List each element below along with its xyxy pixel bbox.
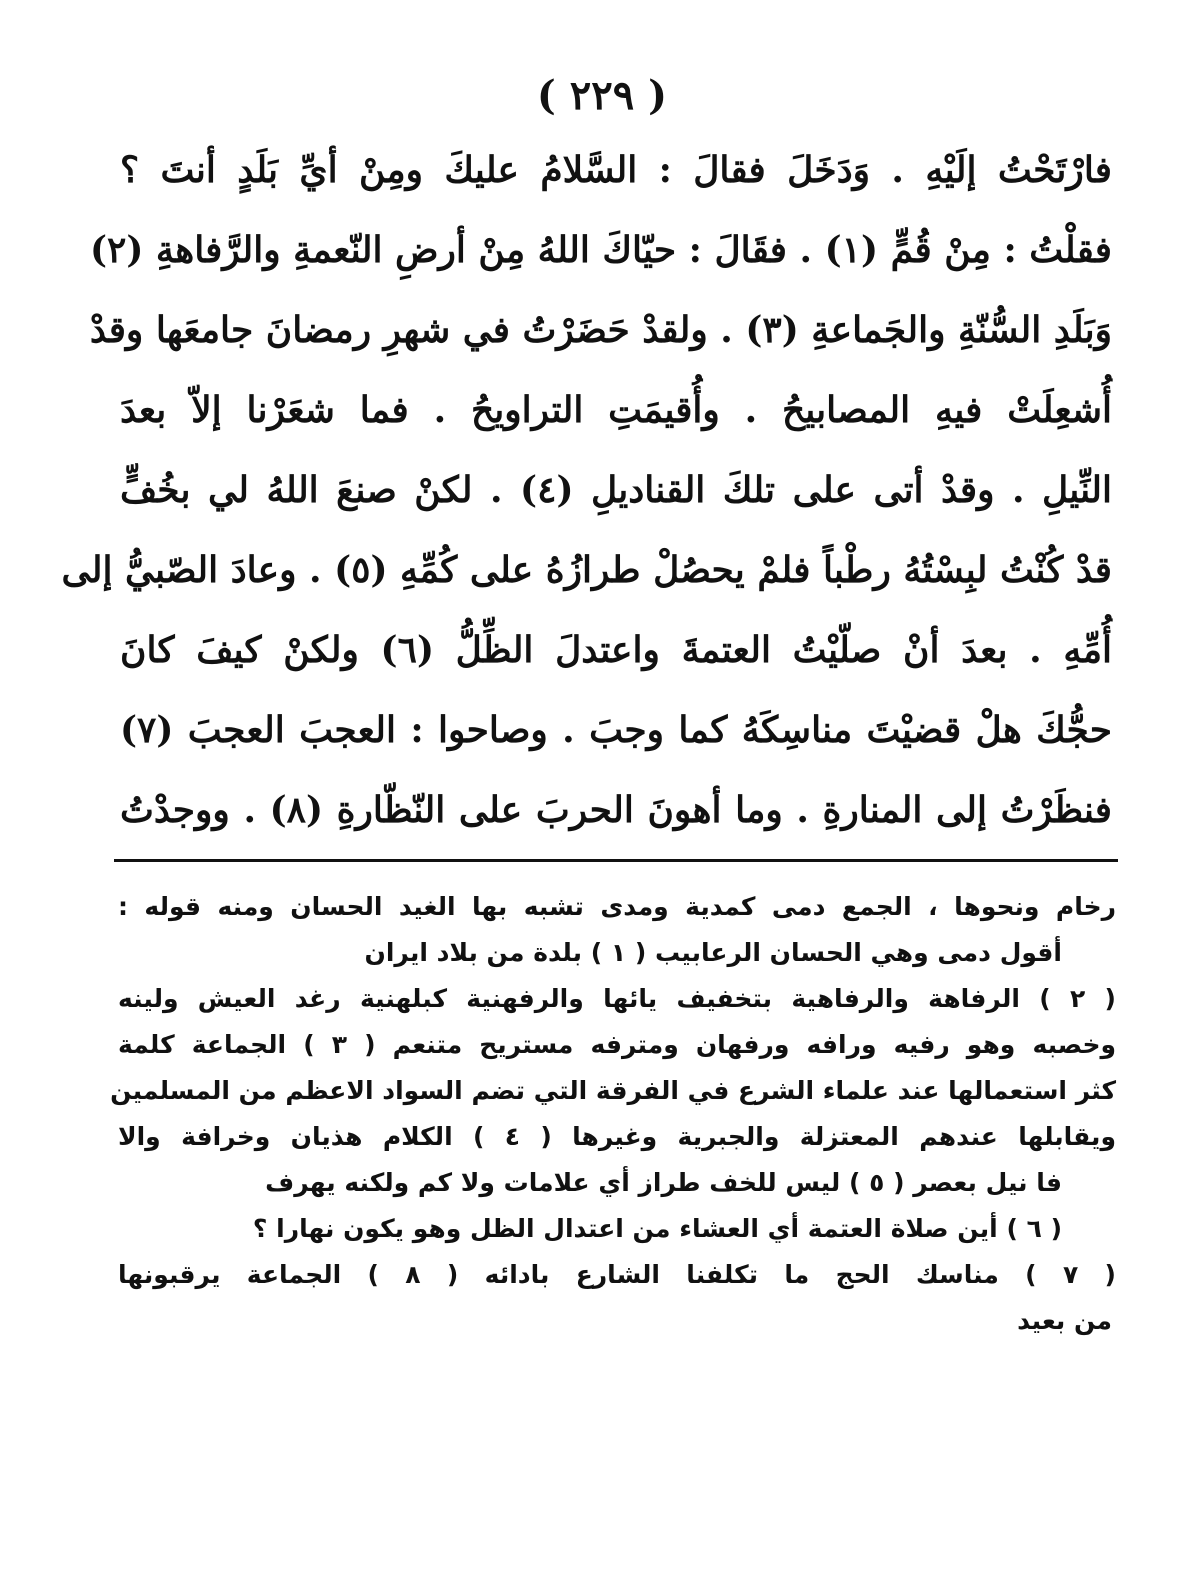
footnotes — [110, 884, 1116, 1344]
main-text-line: فارْتَحْتُ إلَيْهِ . وَدَخَلَ فقالَ : السَّلامُ عليكَ ومِنْ أيِّ بَلَدٍ أنتَ ؟ — [120, 149, 1112, 191]
main-text-line: فقلْتُ : مِنْ قُمٍّ (١) . فقَالَ : حيّاكَ اللهُ مِنْ أرضِ النّعمةِ والرَّفاهةِ (٢) — [89, 229, 1112, 271]
footnote-divider — [114, 859, 1118, 862]
footnote-line: من بعيد — [1017, 1306, 1112, 1335]
page-number: ( ٢٢٩ ) — [536, 72, 668, 119]
footnote-line: فا نيل بعصر ( ٥ ) ليس للخف طراز أي علامات ولا كم ولكنه يهرف — [265, 1168, 1062, 1197]
footnote-line: ويقابلها عندهم المعتزلة والجبرية وغيرها ( ٤ ) الكلام هذيان وخرافة والا — [118, 1122, 1116, 1151]
footnote-line: ( ٦ ) أين صلاة العتمة أي العشاء من اعتدال الظل وهو يكون نهارا ؟ — [252, 1214, 1062, 1243]
footnote-line: ( ٢ ) الرفاهة والرفاهية بتخفيف يائها والرفهنية كبلهنية رغد العيش ولينه — [118, 984, 1116, 1013]
footnote-line: كثر استعمالها عند علماء الشرع في الفرقة التي تضم السواد الاعظم من المسلمين — [110, 1076, 1116, 1105]
main-text-line: فنظَرْتُ إلى المنارةِ . وما أهونَ الحربَ على النّظّارةِ (٨) . ووجدْتُ — [120, 789, 1112, 831]
main-text-line: أُمِّهِ . بعدَ أنْ صلّيْتُ العتمةَ واعتدلَ الظِّلُّ (٦) ولكنْ كيفَ كانَ — [120, 629, 1112, 671]
footnote-line: وخصبه وهو رفيه ورافه ورفهان ومترفه مستريح متنعم ( ٣ ) الجماعة كلمة — [118, 1030, 1116, 1059]
main-text-line: قدْ كُنْتُ لبِسْتُهُ رطْباً فلمْ يحصُلْ طرازُهُ على كُمِّهِ (٥) . وعادَ الصّبيُّ إلى — [61, 549, 1112, 591]
main-text-line: أُشعِلَتْ فيهِ المصابيحُ . وأُقيمَتِ التراويحُ . فما شعَرْنا إلاّ بعدَ — [120, 389, 1112, 431]
main-text-line: حجُّكَ هلْ قضيْتَ مناسِكَهُ كما وجبَ . وصاحوا : العجبَ العجبَ (٧) — [120, 709, 1112, 751]
main-text-line: وَبَلَدِ السُّنّةِ والجَماعةِ (٣) . ولقدْ حَضَرْتُ في شهرِ رمضانَ جامعَها وقدْ — [89, 309, 1112, 351]
main-text-body — [61, 130, 1112, 850]
footnote-line: ( ٧ ) مناسك الحج ما تكلفنا الشارع بادائه ( ٨ ) الجماعة يرقبونها — [118, 1260, 1116, 1289]
main-text-line: النِّيلِ . وقدْ أتى على تلكَ القناديلِ (٤) . لكنْ صنعَ اللهُ لي بخُفٍّ — [120, 469, 1112, 511]
footnote-line: رخام ونحوها ، الجمع دمى كمدية ومدى تشبه بها الغيد الحسان ومنه قوله : — [118, 892, 1116, 921]
footnote-line: أقول دمى وهي الحسان الرعابيب ( ١ ) بلدة من بلاد ايران — [364, 938, 1062, 967]
